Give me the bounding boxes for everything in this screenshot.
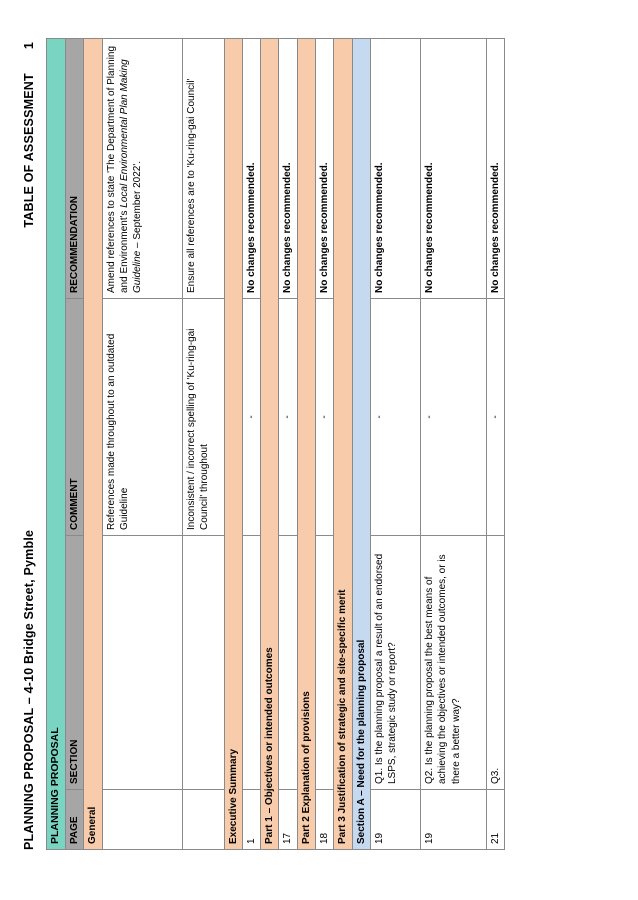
column-header-recommendation: RECOMMENDATION bbox=[65, 39, 83, 299]
table-row bbox=[102, 39, 182, 850]
cell-comment: - bbox=[420, 299, 486, 536]
table-label: TABLE OF ASSESSMENT bbox=[22, 73, 36, 228]
cell-section bbox=[182, 536, 224, 790]
cell-page bbox=[182, 790, 224, 850]
section-heading: Part 3 Justification of strategic and site-specific merit bbox=[334, 39, 352, 850]
cell-section: Q1. Is the planning proposal a result of an endorsed LSPS, strategic study or report? bbox=[370, 536, 420, 790]
table-label-header bbox=[22, 42, 36, 228]
cell-page bbox=[102, 790, 182, 850]
table-row bbox=[182, 39, 224, 850]
recommendation-text-end: – September 2022'. bbox=[132, 160, 144, 251]
cell-page: 19 bbox=[420, 790, 486, 850]
column-header-row bbox=[65, 39, 83, 850]
table-group-title: PLANNING PROPOSAL bbox=[47, 39, 66, 850]
cell-section bbox=[279, 536, 297, 790]
page-number: 1 bbox=[22, 42, 36, 50]
cell-recommendation: No changes recommended. bbox=[486, 39, 504, 299]
column-header-comment: COMMENT bbox=[65, 299, 83, 536]
cell-comment: - bbox=[242, 299, 260, 536]
cell-recommendation: No changes recommended. bbox=[316, 39, 334, 299]
cell-comment: - bbox=[486, 299, 504, 536]
cell-recommendation bbox=[102, 39, 182, 299]
section-heading: Part 2 Explanation of provisions bbox=[297, 39, 315, 850]
section-heading: General bbox=[84, 39, 102, 850]
cell-page: 1 bbox=[242, 790, 260, 850]
section-row-executive bbox=[224, 39, 242, 850]
section-row-part1 bbox=[261, 39, 279, 850]
section-heading: Executive Summary bbox=[224, 39, 242, 850]
assessment-table bbox=[46, 38, 505, 850]
table-row bbox=[486, 39, 504, 850]
cell-page: 19 bbox=[370, 790, 420, 850]
table-row bbox=[242, 39, 260, 850]
cell-section bbox=[316, 536, 334, 790]
cell-comment: - bbox=[316, 299, 334, 536]
subsection-heading: Section A – Need for the planning proposal bbox=[352, 39, 370, 850]
table-row bbox=[420, 39, 486, 850]
section-row-part2 bbox=[297, 39, 315, 850]
cell-comment: - bbox=[279, 299, 297, 536]
section-row-general bbox=[84, 39, 102, 850]
cell-recommendation: No changes recommended. bbox=[279, 39, 297, 299]
cell-comment: References made throughout to an outdated Guideline bbox=[102, 299, 182, 536]
cell-comment: Inconsistent / incorrect spelling of 'Ku-ring-gai Council' throughout bbox=[182, 299, 224, 536]
table-row bbox=[370, 39, 420, 850]
cell-section: Q2. Is the planning proposal the best means of achieving the objectives or intended outcomes, or is there a better way? bbox=[420, 536, 486, 790]
column-header-section: SECTION bbox=[65, 536, 83, 790]
subsection-row-sectionA bbox=[352, 39, 370, 850]
table-row bbox=[279, 39, 297, 850]
document-title: PLANNING PROPOSAL – 4-10 Bridge Street, Pymble bbox=[22, 529, 36, 850]
cell-recommendation: No changes recommended. bbox=[420, 39, 486, 299]
cell-recommendation: Ensure all references are to 'Ku-ring-gai Council' bbox=[182, 39, 224, 299]
cell-comment: - bbox=[370, 299, 420, 536]
table-row bbox=[316, 39, 334, 850]
cell-section bbox=[102, 536, 182, 790]
recommendation-text: Amend references to state 'The Department of Planning and Environment's bbox=[105, 45, 130, 293]
cell-section: Q3. bbox=[486, 536, 504, 790]
cell-section bbox=[242, 536, 260, 790]
cell-page: 21 bbox=[486, 790, 504, 850]
column-header-page: PAGE bbox=[65, 790, 83, 850]
cell-recommendation: No changes recommended. bbox=[242, 39, 260, 299]
cell-page: 18 bbox=[316, 790, 334, 850]
table-group-title-row bbox=[47, 39, 66, 850]
cell-recommendation: No changes recommended. bbox=[370, 39, 420, 299]
cell-page: 17 bbox=[279, 790, 297, 850]
section-row-part3 bbox=[334, 39, 352, 850]
section-heading: Part 1 – Objectives or intended outcomes bbox=[261, 39, 279, 850]
guideline-title: Local Environmental Plan Making Guideline bbox=[118, 59, 144, 293]
